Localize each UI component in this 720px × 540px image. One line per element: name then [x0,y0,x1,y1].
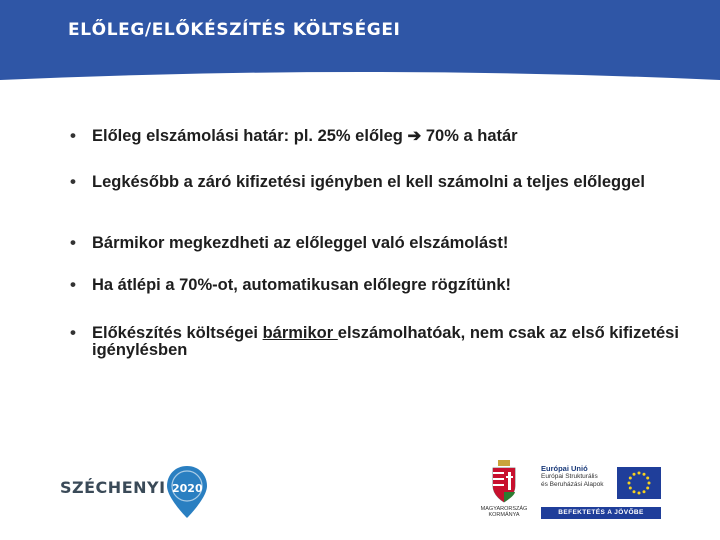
list-item [68,277,511,294]
bullet-icon: • [70,323,76,342]
government-caption: MAGYARORSZÁG KORMÁNYA [480,506,528,518]
list-item-text: Előkészítés költségei bármikor elszámolhatóak, nem csak az első kifizetési igénylésben [92,324,679,359]
list-item [68,235,508,252]
list-item-text: Legkésőbb a záró kifizetési igényben el kell számolni a teljes előleggel [92,173,645,191]
underlined-text: bármikor [262,324,338,342]
bullet-icon: • [70,126,76,145]
list-item [68,325,697,359]
hungarian-government-logo [474,460,534,526]
eu-slogan-bar: BEFEKTETÉS A JÖVŐBE [541,507,661,519]
list-item-text: Bármikor megkezdheti az előleggel való elszámolást! [92,234,509,252]
bullet-icon: • [70,275,76,294]
eu-text: Európai Unió Európai Strukturális és Beruházási Alapok [541,464,604,488]
eu-funding-logo [541,465,661,521]
page-title: ELŐLEG/ELŐKÉSZÍTÉS KÖLTSÉGEI [68,20,401,40]
list-item [68,128,518,145]
bullet-icon: • [70,172,76,191]
header-banner [0,0,720,84]
list-item-text: Előleg elszámolási határ: pl. 25% előleg ➔ 70% a határ [92,127,518,145]
szechenyi-text: SZÉCHENYI [60,478,166,497]
eu-flag-icon [617,467,661,499]
bullet-icon: • [70,233,76,252]
eu-stars [617,467,661,499]
arrow-right-icon: ➔ [407,127,422,145]
szechenyi-2020-logo [60,466,220,516]
header-background [0,0,720,84]
coat-of-arms-icon [490,460,518,504]
list-item-text: Ha átlépi a 70%-ot, automatikusan előlegre rögzítünk! [92,276,512,294]
list-item [68,174,662,191]
szechenyi-number: 2020 [172,482,203,495]
